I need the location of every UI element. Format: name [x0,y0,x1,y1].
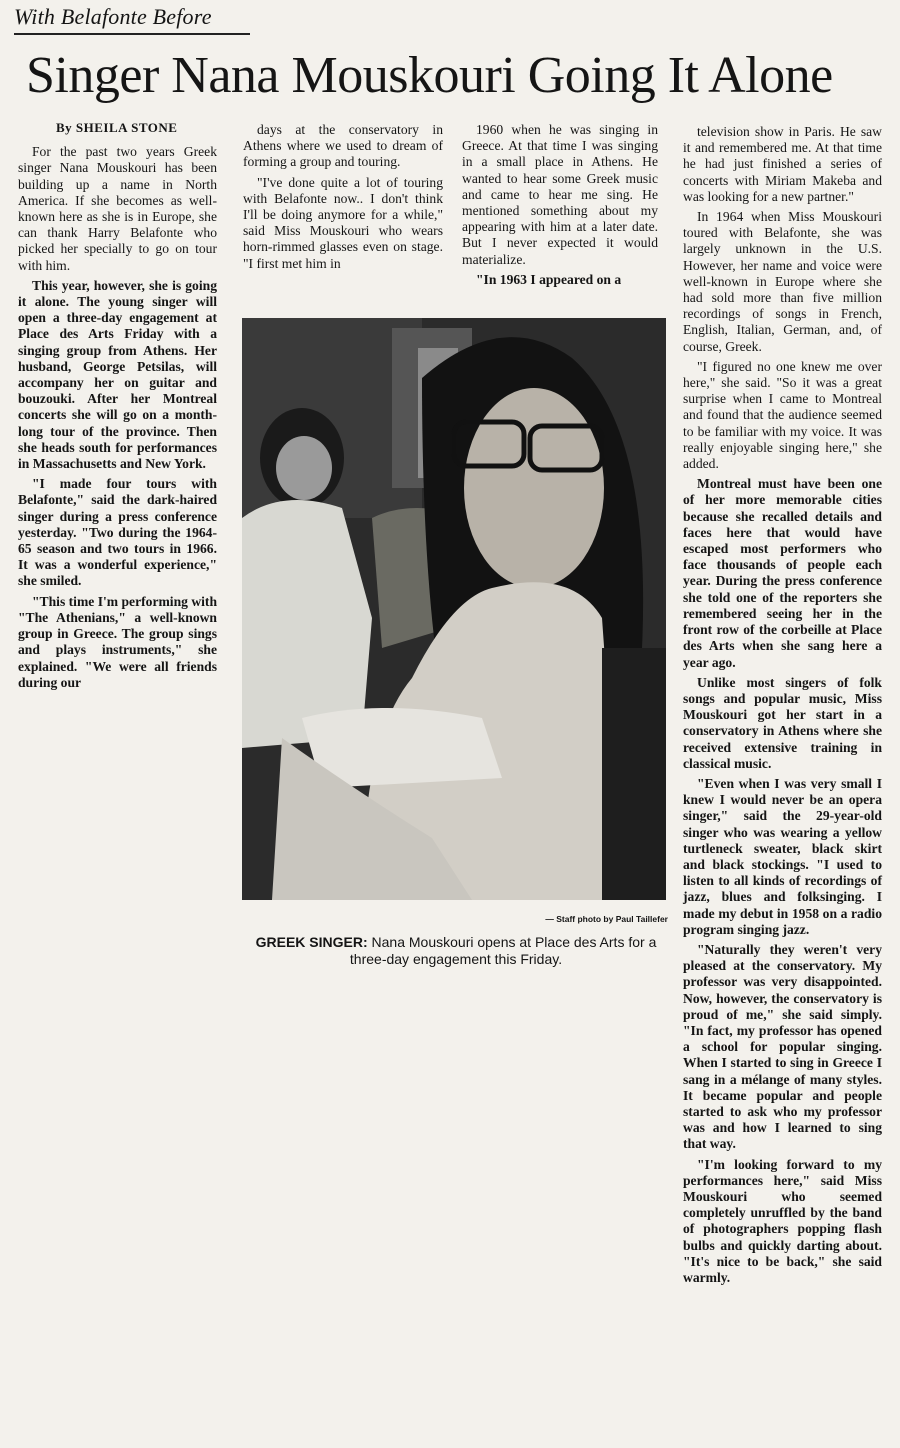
article-paragraph: "Naturally they weren't very pleased at the conservatory. My professor was very disappointed. Now, however, the conservatory is proud of me," she said simply. "In fact, my professor has opened a school for popular singing. When I started to sing in Greece I sang in a mélange of many styles. It became popular and people started to ask who my professor was and how I learned to sing that way. [683,941,882,1152]
article-paragraph: Unlike most singers of folk songs and popular music, Miss Mouskouri got her start in a conservatory in Athens where she received extensive training in classical music. [683,674,882,771]
article-paragraph: In 1964 when Miss Mouskouri toured with Belafonte, she was largely unknown in the U.S. However, her name and voice were well-known in Europe where she had sold more than five million recordings of songs in French, English, Italian, German, and, of course, Greek. [683,209,882,354]
caption-lead: GREEK SINGER: [255,934,368,950]
article-paragraph: "In 1963 I appeared on a [476,271,622,287]
headline: Singer Nana Mouskouri Going It Alone [26,47,833,104]
article-paragraph: "I'm looking forward to my performances here," said Miss Mouskouri who seemed completely unruffled by the band of photographers popping flash bulbs and quickly darting about. "It's nice to be back," she said warmly. [683,1156,882,1286]
article-paragraph: This year, however, she is going it alone. The young singer will open a three-day engagement at Place des Arts Friday with a singing group from Athens. Her husband, George Petsilas, will accompany her on guitar and bouzouki. After her Montreal concerts she will go on a month-long tour of the province. Then she heads south for performances in Massachusetts and New York. [18,277,217,472]
article-paragraph: "Even when I was very small I knew I would never be an opera singer," said the 29-year-old singer who was wearing a yellow turtleneck sweater, black skirt and black stockings. "I used to listen to all kinds of recordings of jazz, blues and folksinging. I made my debut in 1958 on a radio program singing jazz. [683,775,882,937]
article-paragraph: television show in Paris. He saw it and remembered me. At that time he had just finished a series of concerts with Miriam Makeba and was looking for a new partner." [683,124,882,204]
kicker-heading: With Belafonte Before [14,4,250,35]
news-photo [242,318,666,900]
caption-text: Nana Mouskouri opens at Place des Arts for a three-day engagement this Friday. [349,934,657,967]
article-paragraph: "I figured no one knew me over here," she said. "So it was a great surprise when I came to Montreal and found that the audience seemed to be familiar with my voice. It was really enjoyable singing here," she added. [683,358,882,472]
photo-caption [246,934,666,968]
article-column-3 [462,122,658,292]
article-column-4 [683,124,882,1290]
byline: By SHEILA STONE [56,120,178,135]
article-paragraph: "I've done quite a lot of touring with Belafonte now.. I don't think I'll be doing anymore for a while," said Miss Mouskouri who wears horn-rimmed glasses even on stage. "I first met him in [243,174,443,271]
article-paragraph: 1960 when he was singing in Greece. At that time I was singing in a small place in Athens. He wanted to hear some Greek music and came to hear me sing. He mentioned something about my appearing with him at a later date. But I never expected it would materialize. [462,122,658,267]
photo-credit: — Staff photo by Paul Taillefer [545,914,668,924]
article-paragraph: Montreal must have been one of her more memorable cities because she recalled details and faces here that would have escaped most performers who face thousands of people each year. During the press conference she told one of the reporters she remembered seeing her in the front row of the corbeille at Place des Arts when she sang here a year ago. [683,476,882,670]
article-paragraph: "This time I'm performing with "The Athenians," a well-known group in Greece. The group sings and plays instruments," she explained. "We were all friends during our [18,593,218,690]
article-column-1 [18,120,217,695]
portrait-photo-image [242,318,666,900]
article-column-2 [243,122,443,276]
article-paragraph: days at the conservatory in Athens where we used to dream of forming a group and touring. [243,122,443,170]
article-paragraph: "I made four tours with Belafonte," said the dark-haired singer during a press conference yesterday. "Two during the 1964-65 season and two tours in 1966. It was a wonderful experience," she smiled. [18,476,217,589]
article-paragraph: For the past two years Greek singer Nana Mouskouri has been building up a name in North America. If she becomes as well-known here as she is in Europe, she can thank Harry Belafonte who picked her specially to go on tour with him. [18,144,217,273]
